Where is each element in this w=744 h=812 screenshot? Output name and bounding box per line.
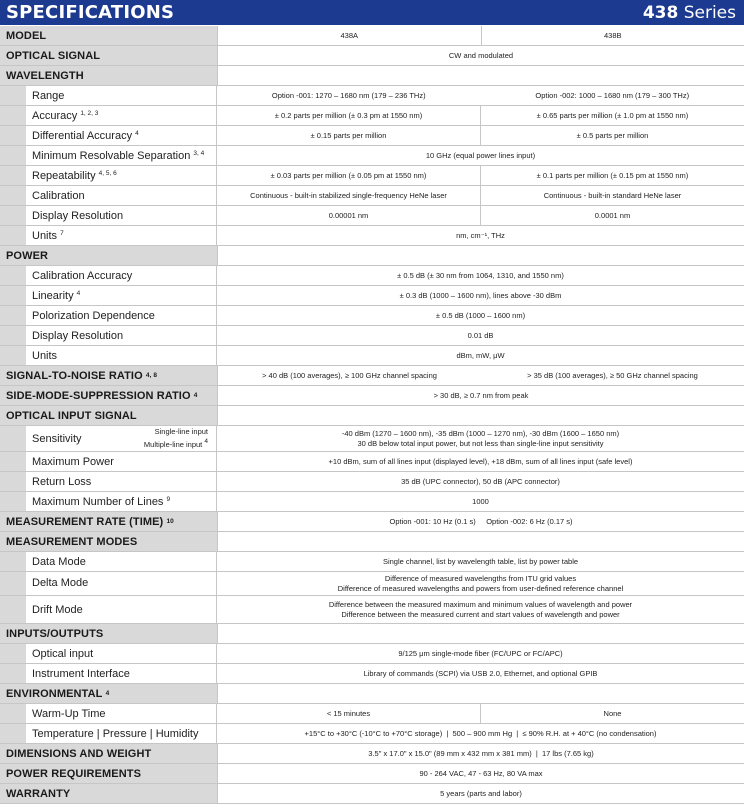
row-cal-accuracy: Calibration Accuracy ± 0.5 dB (± 30 nm from 1064, 1310, and 1550 nm) — [0, 266, 744, 286]
row-optical-input: Optical input 9/125 μm single-mode fiber (FC/UPC or FC/APC) — [0, 644, 744, 664]
row-data-mode: Data Mode Single channel, list by wavelength table, list by power table — [0, 552, 744, 572]
series-title: 438 Series — [642, 2, 736, 23]
row-display-res: Display Resolution 0.00001 nm 0.0001 nm — [0, 206, 744, 226]
spec-table — [0, 26, 744, 804]
row-warranty: WARRANTY 5 years (parts and labor) — [0, 784, 744, 804]
row-power-req: POWER REQUIREMENTS 90 - 264 VAC, 47 - 63 Hz, 80 VA max — [0, 764, 744, 784]
row-instrument-interface: Instrument Interface Library of commands (SCPI) via USB 2.0, Ethernet, and optional GPIB — [0, 664, 744, 684]
row-return-loss: Return Loss 35 dB (UPC connector), 50 dB (APC connector) — [0, 472, 744, 492]
row-snr: SIGNAL-TO-NOISE RATIO 4, 8 > 40 dB (100 averages), ≥ 100 GHz channel spacing > 35 dB (100 averages), ≥ 50 GHz channel spacing — [0, 366, 744, 386]
row-io-header: INPUTS/OUTPUTS — [0, 624, 744, 644]
row-power-display-res: Display Resolution 0.01 dB — [0, 326, 744, 346]
row-power-units: Units dBm, mW, μW — [0, 346, 744, 366]
row-min-res-sep: Minimum Resolvable Separation $^{3, 4}$ 10 GHz (equal power lines input) — [0, 146, 744, 166]
row-delta-mode: Delta Mode Difference of measured wavelengths from ITU grid values Difference of measured wavelengths and powers from user-defined reference channel — [0, 572, 744, 596]
row-range: Range Option -001: 1270 – 1680 nm (179 – 236 THz) Option -002: 1000 – 1680 nm (179 – 300 THz) — [0, 86, 744, 106]
row-optical-signal: OPTICAL SIGNAL CW and modulated — [0, 46, 744, 66]
row-meas-rate: MEASUREMENT RATE (TIME) 10 Option -001: 10 Hz (0.1 s) Option -002: 6 Hz (0.17 s) — [0, 512, 744, 532]
row-linearity: Linearity $^4$ ± 0.3 dB (1000 – 1600 nm), lines above -30 dBm — [0, 286, 744, 306]
row-units: Units $^7$ nm, cm⁻¹, THz — [0, 226, 744, 246]
row-polarization: Polorization Dependence ± 0.5 dB (1000 – 1600 nm) — [0, 306, 744, 326]
page-title: SPECIFICATIONS — [6, 2, 175, 23]
row-dimensions: DIMENSIONS AND WEIGHT 3.5" x 17.0" x 15.0" (89 mm x 432 mm x 381 mm) | 17 lbs (7.65 kg) — [0, 744, 744, 764]
row-environmental-header: ENVIRONMENTAL 4 — [0, 684, 744, 704]
row-max-power: Maximum Power +10 dBm, sum of all lines input (displayed level), +18 dBm, sum of all lines input (safe level) — [0, 452, 744, 472]
row-max-lines: Maximum Number of Lines $^9$ 1000 — [0, 492, 744, 512]
row-diff-accuracy: Differential Accuracy $^4$ ± 0.15 parts per million ± 0.5 parts per million — [0, 126, 744, 146]
row-wavelength-header: WAVELENGTH — [0, 66, 744, 86]
row-smsr: SIDE-MODE-SUPPRESSION RATIO 4 > 30 dB, ≥ 0.7 nm from peak — [0, 386, 744, 406]
row-sensitivity: Sensitivity Single-line input Multiple-line input $^4$ -40 dBm (1270 – 1600 nm), -35 dBm (1000 – 1270 nm), -30 dBm (1600 – 1650 nm) 30 dB below total input power, but not less than single-line input sensitivity — [0, 426, 744, 452]
spec-header — [0, 0, 744, 25]
row-optical-input-header: OPTICAL INPUT SIGNAL — [0, 406, 744, 426]
row-accuracy: Accuracy $^{1, 2, 3}$ ± 0.2 parts per million (± 0.3 pm at 1550 nm) ± 0.65 parts per million (± 1.0 pm at 1550 nm) — [0, 106, 744, 126]
row-drift-mode: Drift Mode Difference between the measured maximum and minimum values of wavelength and power Difference between the measured current and start values of wavelength and power — [0, 596, 744, 624]
row-calibration: Calibration Continuous - built-in stabilized single-frequency HeNe laser Continuous - built-in standard HeNe laser — [0, 186, 744, 206]
row-warmup: Warm-Up Time < 15 minutes None — [0, 704, 744, 724]
row-power-header: POWER — [0, 246, 744, 266]
row-repeatability: Repeatability $^{4, 5, 6}$ ± 0.03 parts per million (± 0.05 pm at 1550 nm) ± 0.1 parts per million (± 0.15 pm at 1550 nm) — [0, 166, 744, 186]
row-model: MODEL 438A 438B — [0, 26, 744, 46]
row-tph: Temperature | Pressure | Humidity +15°C to +30°C (-10°C to +70°C storage) | 500 – 900 mm Hg | ≤ 90% R.H. at + 40°C (no condensation) — [0, 724, 744, 744]
row-meas-modes-header: MEASUREMENT MODES — [0, 532, 744, 552]
